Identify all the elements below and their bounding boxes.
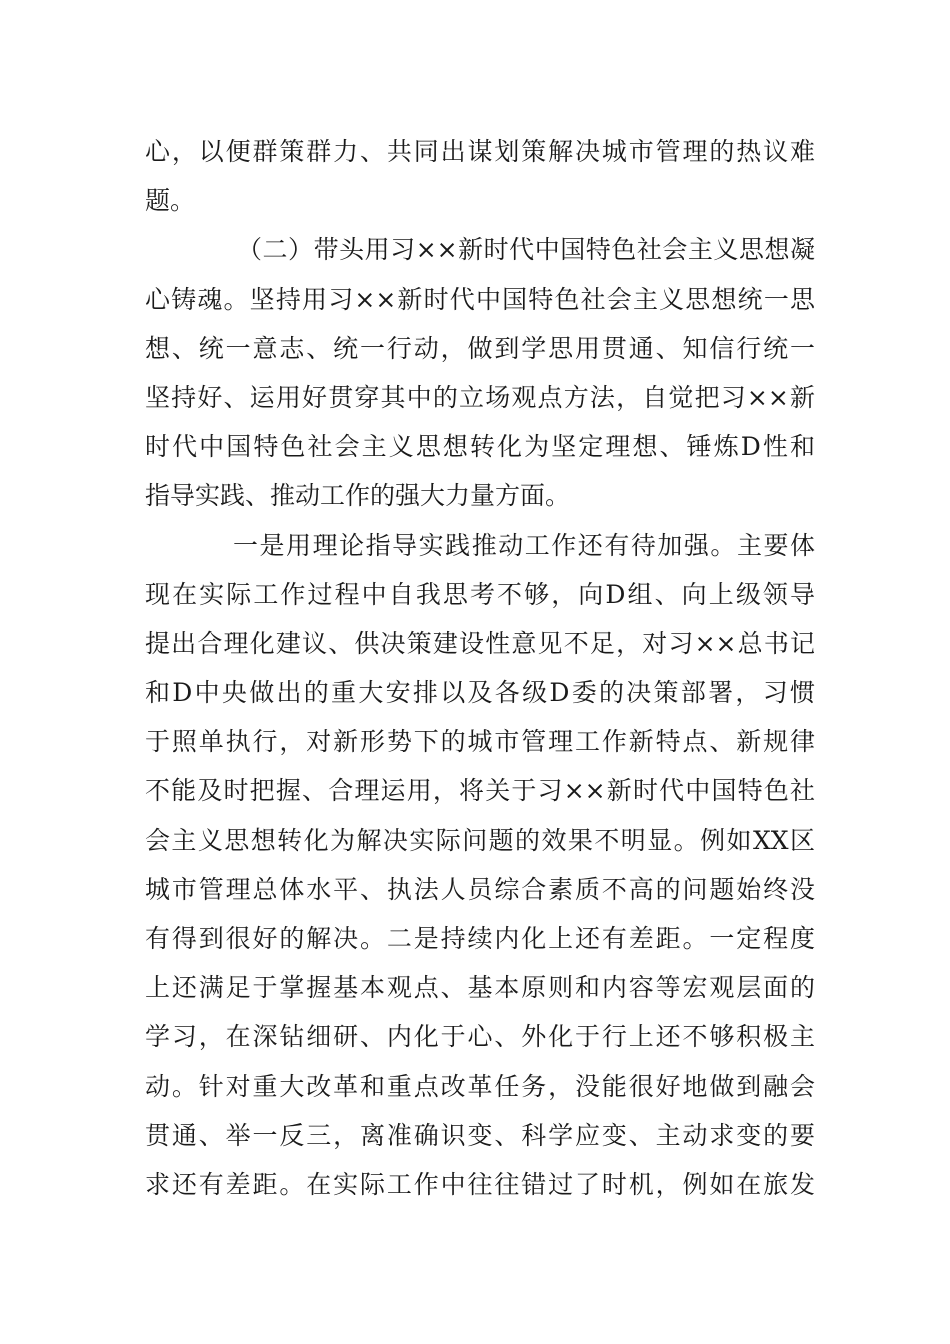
text-line: 不能及时把握、合理运用，将关于习××新时代中国特色社	[145, 776, 815, 806]
text-line: 指导实践、推动工作的强大力量方面。	[145, 481, 571, 511]
paragraph-3	[145, 521, 815, 1210]
document-body	[145, 127, 815, 1209]
paragraph-2	[145, 225, 815, 520]
text-line: 有得到很好的解决。二是持续内化上还有差距。一定程度	[145, 924, 815, 953]
text-line: 贯通、举一反三，离准确识变、科学应变、主动求变的要	[145, 1120, 815, 1150]
text-line: 一是用理论指导实践推动工作还有待加强。主要体	[233, 530, 815, 560]
text-line: 时代中国特色社会主义思想转化为坚定理想、锤炼D性和	[145, 432, 815, 462]
text-line: 学习，在深钻细研、内化于心、外化于行上还不够积极主	[145, 1022, 815, 1052]
text-line: 和D中央做出的重大安排以及各级D委的决策部署，习惯	[145, 678, 815, 708]
text-line: 于照单执行，对新形势下的城市管理工作新特点、新规律	[145, 727, 815, 757]
text-line: 提出合理化建议、供决策建设性意见不足，对习××总书记	[145, 628, 815, 658]
text-line: 题。	[145, 186, 196, 216]
text-line: 现在实际工作过程中自我思考不够，向D组、向上级领导	[145, 579, 815, 609]
text-line: （二）带头用习××新时代中国特色社会主义思想凝	[237, 235, 815, 265]
text-line: 动。针对重大改革和重点改革任务，没能很好地做到融会	[145, 1071, 815, 1101]
text-line: 想、统一意志、统一行动，做到学思用贯通、知信行统一	[145, 333, 815, 363]
text-line: 会主义思想转化为解决实际问题的效果不明显。例如XX区	[145, 825, 815, 855]
text-line: 上还满足于掌握基本观点、基本原则和内容等宏观层面的	[145, 973, 815, 1003]
text-line: 心，以便群策群力、共同出谋划策解决城市管理的热议难	[145, 137, 815, 166]
text-line: 城市管理总体水平、执法人员综合素质不高的问题始终没	[145, 874, 815, 904]
text-line: 心铸魂。坚持用习××新时代中国特色社会主义思想统一思	[145, 284, 815, 314]
text-line: 坚持好、运用好贯穿其中的立场观点方法，自觉把习××新	[145, 382, 815, 412]
text-line: 求还有差距。在实际工作中往往错过了时机，例如在旅发	[145, 1169, 815, 1199]
paragraph-1	[145, 127, 815, 225]
